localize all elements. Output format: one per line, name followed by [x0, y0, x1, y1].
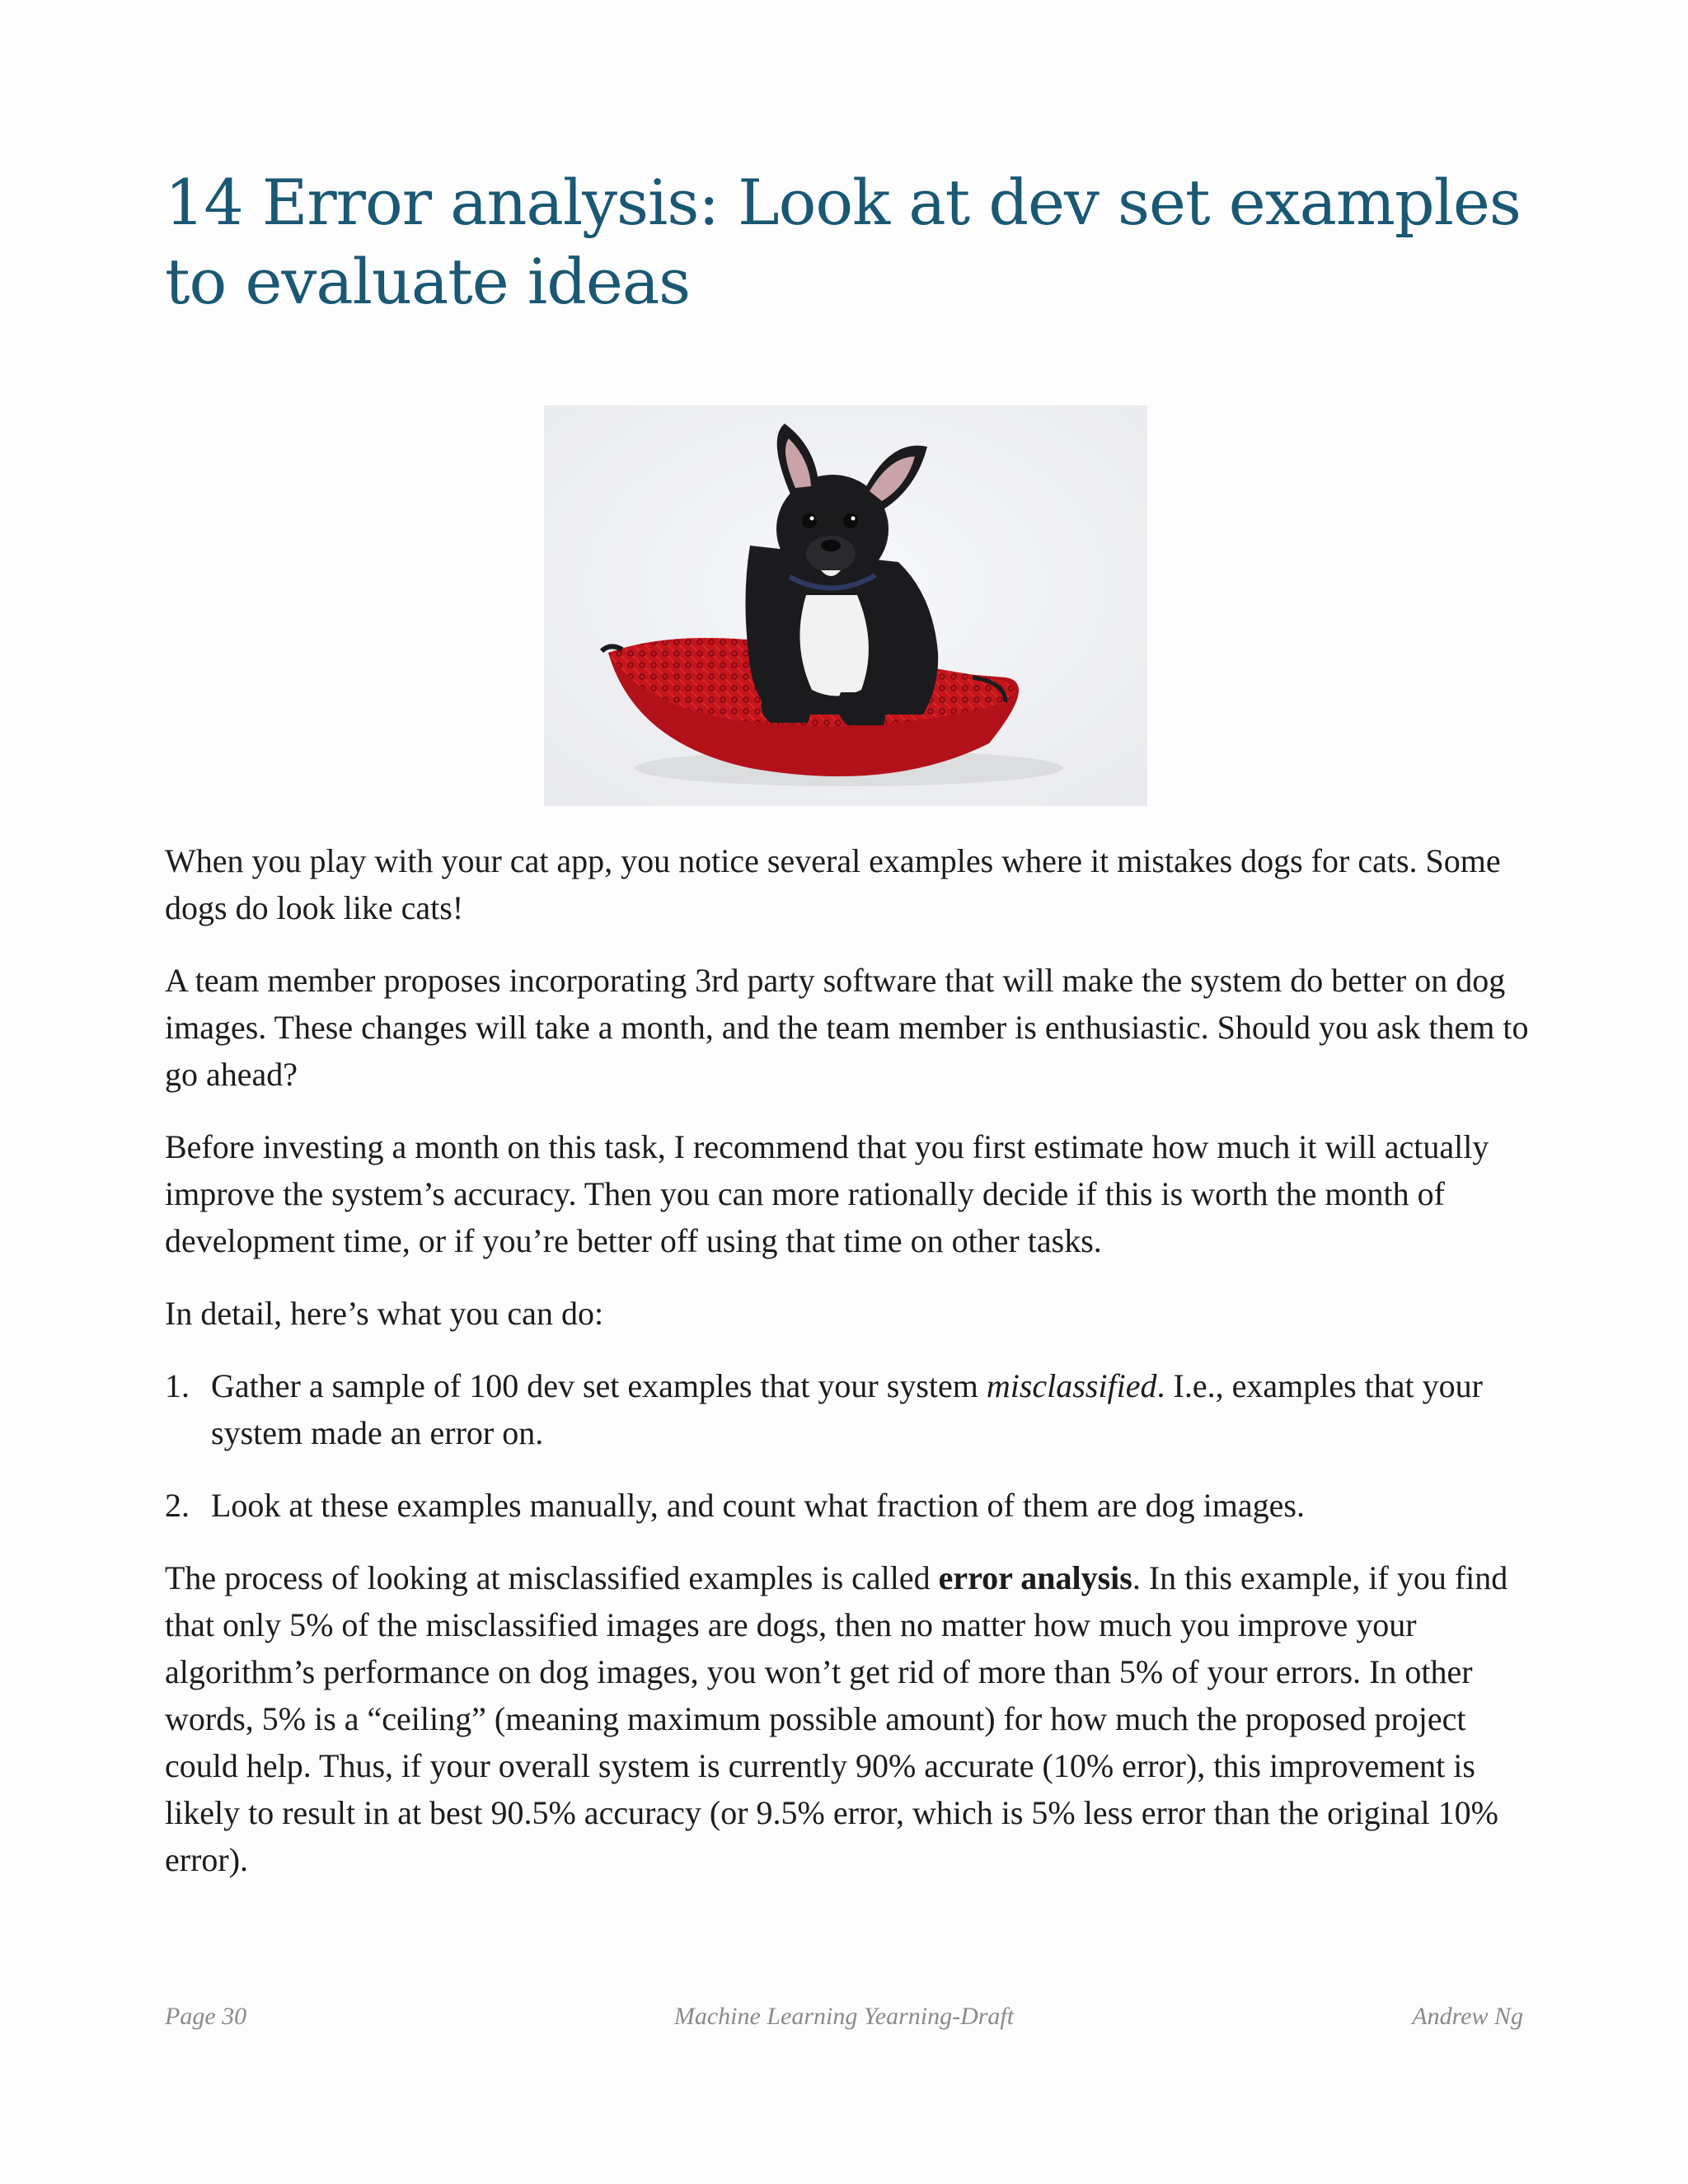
paragraph-4: In detail, here’s what you can do:: [165, 1295, 604, 1332]
paragraph-text: The process of looking at misclassified examples is called: [165, 1559, 939, 1596]
dog-illustration: [544, 405, 1147, 806]
paragraph-text: . In this example, if you find that only 5% of the misclassified images are dogs, then no matter how much you improve your algorithm’s performance on dog images, you won’t get rid of more than 5% of your errors. In other words, 5% is a “ceiling” (meaning maximum possible amount) for how much the proposed project could help. Thus, if your overall system is currently 90% accurate (10% error), this improvement is likely to result in at best 90.5% accuracy (or 9.5% error, which is 5% less error than the original 10% error).: [165, 1559, 1508, 1878]
paragraph-2: A team member proposes incorporating 3rd party software that will make the system do better on dog images. These changes will take a month, and the team member is enthusiastic. Should you ask them to go ahead?: [165, 962, 1529, 1093]
bold-term: error analysis: [938, 1559, 1132, 1596]
list-emphasis: misclassified: [986, 1367, 1157, 1404]
list-item: [165, 1482, 1533, 1529]
steps-list: [165, 1362, 1533, 1529]
paragraph-5: [165, 1554, 1533, 1883]
chapter-title: 14 Error analysis: Look at dev set examples to evaluate ideas: [165, 166, 1521, 318]
paragraph-1: When you play with your cat app, you notice several examples where it mistakes dogs for cats. Some dogs do look like cats!: [165, 842, 1501, 926]
list-text: Gather a sample of 100 dev set examples that your system: [211, 1367, 987, 1404]
paragraph-3: Before investing a month on this task, I recommend that you first estimate how much it will actually improve the system’s accuracy. Then you can more rationally decide if this is worth the month of development time, or if you’re better off using that time on other tasks.: [165, 1128, 1489, 1259]
list-text: . I.e., examples that your system made an error on.: [211, 1367, 1483, 1451]
page-number: Page 30: [165, 2003, 247, 2030]
body-text: [165, 837, 1533, 1909]
dog-photo: [544, 405, 1147, 806]
page-footer: [165, 2003, 1523, 2036]
list-number: 1.: [165, 1367, 190, 1404]
list-text: Look at these examples manually, and count what fraction of them are dog images.: [211, 1487, 1305, 1524]
book-title: Machine Learning Yearning-Draft: [673, 2003, 1015, 2030]
list-item: [165, 1362, 1533, 1456]
list-number: 2.: [165, 1487, 190, 1524]
author-name: Andrew Ng: [1412, 2003, 1523, 2030]
